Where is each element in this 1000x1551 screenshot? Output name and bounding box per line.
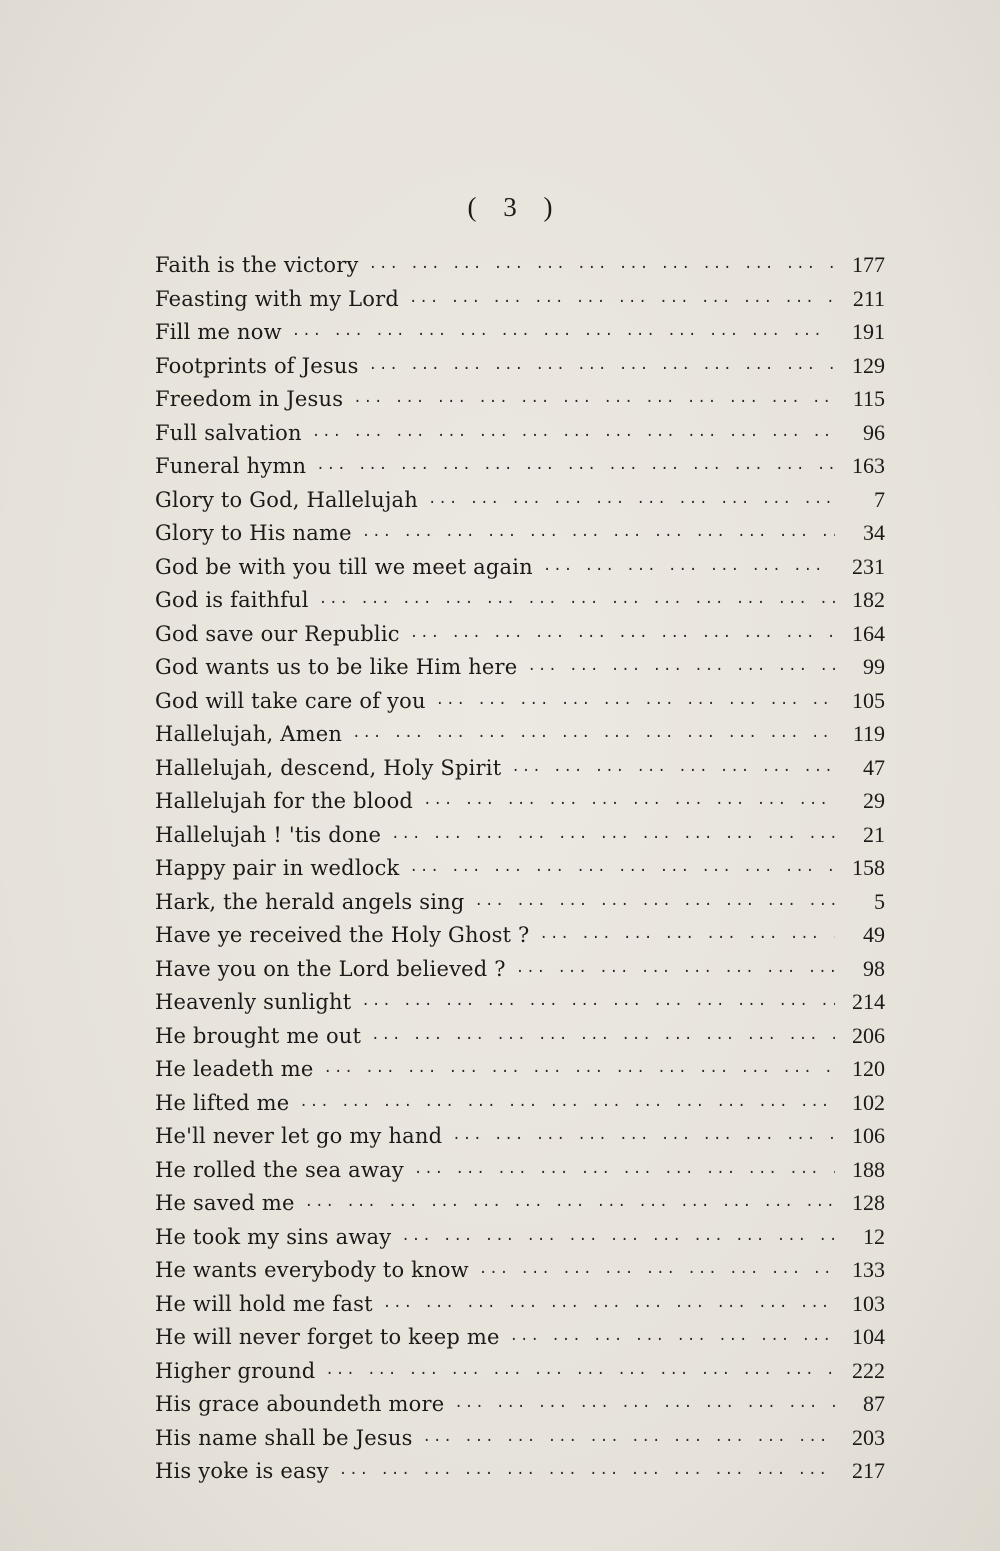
hymn-number: 231 <box>852 553 885 579</box>
hymn-number: 158 <box>852 855 885 880</box>
hymn-title: He wants everybody to know <box>155 1258 469 1282</box>
dot-leader <box>362 520 835 554</box>
index-entry <box>155 1253 885 1287</box>
index-entry <box>155 1320 885 1354</box>
hymn-title: Glory to His name <box>155 521 352 545</box>
dot-leader <box>516 956 835 990</box>
index-entry <box>155 1220 885 1254</box>
hymn-title: Feasting with my Lord <box>155 286 399 311</box>
hymn-title: His yoke is easy <box>155 1459 329 1483</box>
index-entry <box>155 851 885 885</box>
hymn-number: 182 <box>852 587 885 612</box>
dot-leader <box>324 1056 835 1090</box>
hymn-title: He'll never let go my hand <box>155 1124 443 1148</box>
hymn-number: 214 <box>852 989 885 1014</box>
hymn-title: Hallelujah, Amen <box>155 722 343 746</box>
index-entry <box>155 1153 885 1187</box>
hymn-title: He saved me <box>155 1191 295 1215</box>
index-entry <box>155 1186 885 1220</box>
dot-leader <box>428 487 835 521</box>
index-entry <box>155 516 885 550</box>
index-entry <box>155 248 885 282</box>
hymn-number: 12 <box>863 1223 885 1249</box>
index-entry <box>155 1019 885 1053</box>
hymn-number: 177 <box>852 252 885 277</box>
page-number: ( 3 ) <box>467 192 563 222</box>
hymn-number: 129 <box>852 352 885 378</box>
hymn-title: God wants us to be like Him here <box>155 655 518 679</box>
hymn-title: Fill me now <box>155 320 282 344</box>
hymn-number: 98 <box>863 955 885 981</box>
dot-leader <box>371 1023 835 1057</box>
dot-leader <box>479 1257 835 1291</box>
hymn-number: 106 <box>852 1123 885 1148</box>
hymn-title: God will take care of you <box>155 688 426 713</box>
index-entry <box>155 751 885 785</box>
hymn-number: 188 <box>852 1156 885 1182</box>
hymn-number: 119 <box>852 721 885 746</box>
hymn-number: 102 <box>852 1089 885 1115</box>
index-entry <box>155 349 885 383</box>
index-entry <box>155 1421 885 1455</box>
dot-leader <box>454 1391 835 1425</box>
hymn-title: God save our Republic <box>155 621 400 646</box>
hymn-title: His grace aboundeth more <box>155 1392 445 1416</box>
dot-leader <box>353 386 835 420</box>
dot-leader <box>510 1324 835 1358</box>
dot-leader <box>391 822 835 856</box>
hymn-number: 164 <box>852 620 885 646</box>
dot-leader <box>423 788 835 822</box>
hymn-number: 203 <box>852 1424 885 1450</box>
index-entry <box>155 885 885 919</box>
index-entry <box>155 985 885 1019</box>
hymn-number: 191 <box>852 319 885 344</box>
hymn-title: His name shall be Jesus <box>155 1425 413 1450</box>
hymn-number: 104 <box>852 1324 885 1349</box>
hymn-number: 206 <box>852 1022 885 1048</box>
hymn-number: 7 <box>874 486 885 512</box>
hymn-number: 47 <box>863 754 885 780</box>
hymn-title: Have you on the Lord believed ? <box>155 956 506 981</box>
hymn-title: He will hold me fast <box>155 1291 373 1316</box>
dot-leader <box>325 1358 835 1392</box>
hymn-title: Heavenly sunlight <box>155 990 352 1014</box>
hymn-number: 217 <box>852 1458 885 1483</box>
hymn-number: 49 <box>863 922 885 947</box>
index-entry <box>155 1119 885 1153</box>
index-entry <box>155 650 885 684</box>
dot-leader <box>410 621 835 655</box>
index-entry <box>155 315 885 349</box>
dot-leader <box>452 1123 835 1157</box>
hymn-number: 105 <box>852 687 885 713</box>
dot-leader <box>339 1458 835 1492</box>
hymn-title: God be with you till we meet again <box>155 554 533 579</box>
hymn-title: Hallelujah for the blood <box>155 789 414 813</box>
hymn-title: Hark, the herald angels sing <box>155 889 465 914</box>
hymn-title: Happy pair in wedlock <box>155 856 400 880</box>
hymn-title: He lifted me <box>155 1090 290 1115</box>
hymn-title: Funeral hymn <box>155 454 307 478</box>
index-entry <box>155 784 885 818</box>
index-entry <box>155 1354 885 1388</box>
index-entry <box>155 952 885 986</box>
hymn-number: 29 <box>863 788 885 813</box>
dot-leader <box>299 1090 835 1124</box>
dot-leader <box>527 654 835 688</box>
index-entry <box>155 550 885 584</box>
dot-leader <box>352 721 835 755</box>
dot-leader <box>312 420 835 454</box>
hymn-number: 99 <box>863 654 885 679</box>
index-entry <box>155 416 885 450</box>
hymn-number: 115 <box>852 386 885 411</box>
dot-leader <box>436 688 835 722</box>
dot-leader <box>511 755 835 789</box>
dot-leader <box>543 554 835 588</box>
index-entry <box>155 282 885 316</box>
dot-leader <box>401 1224 835 1258</box>
index-entry <box>155 684 885 718</box>
hymn-index-list <box>155 248 885 1488</box>
dot-leader <box>423 1425 835 1459</box>
dot-leader <box>369 252 835 286</box>
hymn-title: He leadeth me <box>155 1057 314 1081</box>
hymn-title: Freedom in Jesus <box>155 387 344 411</box>
index-entry <box>155 382 885 416</box>
hymn-number: 87 <box>863 1391 885 1416</box>
hymn-number: 128 <box>852 1190 885 1215</box>
dot-leader <box>292 319 835 353</box>
hymn-number: 96 <box>863 419 885 445</box>
index-entry <box>155 583 885 617</box>
hymn-title: Glory to God, Hallelujah <box>155 487 418 512</box>
hymn-title: Footprints of Jesus <box>155 353 359 378</box>
hymn-title: He will never forget to keep me <box>155 1325 500 1349</box>
hymn-title: Full salvation <box>155 420 302 445</box>
index-entry <box>155 1387 885 1421</box>
index-entry <box>155 617 885 651</box>
hymn-number: 222 <box>852 1357 885 1383</box>
dot-leader <box>540 922 835 956</box>
dot-leader <box>409 286 835 320</box>
hymn-number: 211 <box>852 285 885 311</box>
hymn-title: Have ye received the Holy Ghost ? <box>155 923 530 947</box>
dot-leader <box>319 587 835 621</box>
hymn-title: Hallelujah, descend, Holy Spirit <box>155 755 502 780</box>
index-entry <box>155 918 885 952</box>
hymn-number: 133 <box>852 1257 885 1282</box>
hymn-title: Faith is the victory <box>155 253 359 277</box>
dot-leader <box>316 453 835 487</box>
dot-leader <box>475 889 835 923</box>
index-entry <box>155 483 885 517</box>
hymn-title: God is faithful <box>155 588 309 612</box>
dot-leader <box>369 353 835 387</box>
index-entry <box>155 717 885 751</box>
hymn-title: He took my sins away <box>155 1224 392 1249</box>
index-entry <box>155 1454 885 1488</box>
index-entry <box>155 818 885 852</box>
hymn-number: 103 <box>852 1290 885 1316</box>
hymn-title: Hallelujah ! 'tis done <box>155 822 382 847</box>
index-entry <box>155 1086 885 1120</box>
index-entry <box>155 1287 885 1321</box>
hymn-title: He brought me out <box>155 1023 362 1048</box>
dot-leader <box>383 1291 835 1325</box>
hymn-title: Higher ground <box>155 1358 316 1383</box>
dot-leader <box>305 1190 835 1224</box>
hymn-number: 163 <box>852 453 885 478</box>
hymn-number: 34 <box>863 520 885 545</box>
hymn-number: 5 <box>874 888 885 914</box>
hymn-number: 21 <box>863 821 885 847</box>
dot-leader <box>414 1157 835 1191</box>
dot-leader <box>409 855 835 889</box>
hymn-number: 120 <box>852 1056 885 1081</box>
index-entry <box>155 449 885 483</box>
dot-leader <box>361 989 835 1023</box>
index-entry <box>155 1052 885 1086</box>
hymn-title: He rolled the sea away <box>155 1157 404 1182</box>
